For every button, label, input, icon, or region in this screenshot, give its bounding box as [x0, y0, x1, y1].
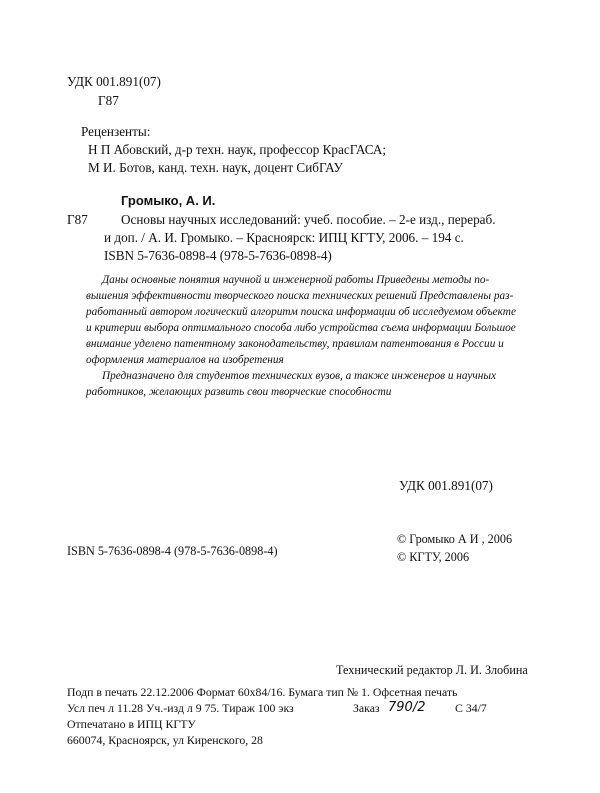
order-label: Заказ	[353, 701, 380, 715]
copyright-author: © Громыко А И , 2006	[397, 532, 513, 546]
order-number: 790/2	[388, 700, 426, 715]
abstract-line: вышения эффективности творческого поиска технических решений Представлены раз-	[86, 290, 514, 303]
imprint-line-1: Подп в печать 22.12.2006 Формат 60х84/16. Бумага тип № 1. Офсетная печать	[67, 685, 458, 699]
order-code: С 34/7	[455, 701, 487, 715]
abstract-line: Предназначено для студентов технических вузов, а также инженеров и научных	[102, 370, 497, 383]
abstract-line: Даны основные понятия научной и инженерной работы Приведены методы по-	[102, 274, 490, 286]
biblio-code: Г87	[67, 212, 88, 227]
imprint-line-3: Отпечатано в ИПЦ КГТУ	[67, 717, 196, 731]
abstract-line: работников, желающих развить свои творческие способности	[86, 386, 392, 399]
reviewer-1: Н П Абовский, д-р техн. наук, профессор КрасГАСА;	[88, 142, 387, 157]
abstract-line: внимание уделено патентному законодательству, правилам патентования в России и	[86, 338, 504, 351]
imprint-line-4: 660074, Красноярск, ул Киренского, 28	[67, 733, 263, 747]
abstract-line: и критерии выбора оптимального способа либо устройства съема информации Большое	[86, 322, 516, 335]
biblio-isbn: ISBN 5-7636-0898-4 (978-5-7636-0898-4)	[104, 248, 332, 263]
code-top: Г87	[98, 93, 119, 108]
udk-right: УДК 001.891(07)	[399, 478, 493, 493]
author-name: Громыко, А. И.	[121, 193, 216, 208]
isbn-bottom: ISBN 5-7636-0898-4 (978-5-7636-0898-4)	[67, 544, 278, 558]
reviewer-2: М И. Ботов, канд. техн. наук, доцент СибГАУ	[88, 160, 343, 175]
technical-editor: Технический редактор Л. И. Злобина	[336, 663, 528, 677]
abstract-line: работанный автором логический алгоритм поиска информации об исследуемом объекте	[86, 306, 516, 319]
udk-top: УДК 001.891(07)	[67, 74, 161, 89]
biblio-line-1: Основы научных исследований: учеб. пособие. – 2-е изд., перераб.	[121, 212, 496, 227]
abstract-line: оформления материалов на изобретения	[86, 354, 284, 367]
biblio-line-2: и доп. / А. И. Громыко. – Красноярск: ИПЦ КГТУ, 2006. – 194 с.	[104, 230, 464, 245]
imprint-line-2: Усл печ л 11.28 Уч.-изд л 9 75. Тираж 100 экз	[67, 701, 294, 715]
copyright-kgtu: © КГТУ, 2006	[397, 550, 470, 564]
abstract	[86, 272, 556, 400]
reviewers-heading: Рецензенты:	[81, 124, 151, 139]
